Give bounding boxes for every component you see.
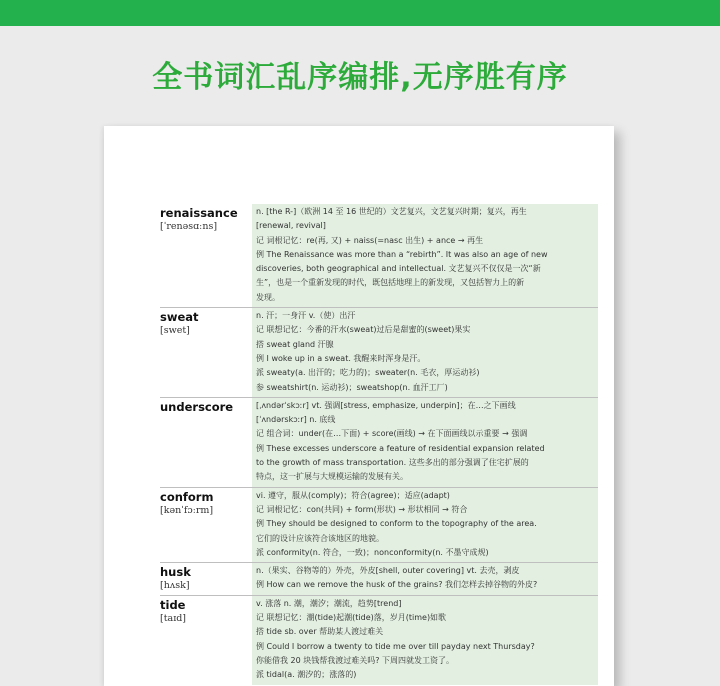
pronunciation: [swet]	[160, 325, 190, 337]
pronunciation: [ˈrenəsɑːns]	[160, 221, 218, 232]
pronunciation: [taɪd]	[160, 612, 187, 624]
entry-list	[160, 204, 598, 685]
definition-line: 发现。	[256, 292, 280, 302]
definition-line: 生”，也是一个重新发现的时代，既包括地理上的新发现，又包括智力上的新	[256, 278, 525, 288]
entry-underscore	[160, 397, 598, 487]
definition-line: n. 汗；一身汗 v.（使）出汗	[256, 311, 356, 321]
definition-line: vi. 遵守，服从(comply)；符合(agree)；适应(adapt)	[256, 490, 450, 500]
definition-block	[252, 398, 598, 487]
headword-column	[160, 488, 252, 562]
definition-line: 记 组合词：under(在…下面) + score(画线) → 在下面画线以示重要 → 强调	[256, 429, 528, 439]
definition-line: 记 词根记忆：con(共同) + form(形状) → 形状相同 → 符合	[256, 504, 468, 514]
headword-column	[160, 204, 252, 307]
definition-line: 派 conformity(n. 符合，一致)；nonconformity(n. 不墨守成规)	[256, 547, 489, 557]
definition-line: 它们的设计应该符合该地区的地貌。	[256, 533, 384, 543]
definition-line: 参 sweatshirt(n. 运动衫)；sweatshop(n. 血汗工厂)	[256, 382, 448, 392]
pronunciation: [hʌsk]	[160, 580, 190, 592]
headword-column	[160, 398, 252, 487]
headword-column	[160, 596, 252, 685]
headword: conform	[160, 489, 214, 504]
headword: husk	[160, 565, 191, 580]
definition-line: 派 tidal(a. 潮汐的；涨落的)	[256, 670, 357, 680]
definition-line: 例 Could I borrow a twenty to tide me over till payday next Thursday?	[256, 641, 535, 651]
definition-line: 例 They should be designed to conform to the topography of the area.	[256, 519, 537, 529]
definition-block	[252, 596, 598, 685]
entry-conform	[160, 487, 598, 562]
definition-line: [renewal, revival]	[256, 221, 326, 231]
headword: renaissance	[160, 206, 238, 220]
definition-line: 特点，这一扩展与大规模运输的发展有关。	[256, 472, 408, 482]
definition-line: 例 The Renaissance was more than a “rebirth”. It was also an age of new	[256, 249, 548, 259]
entry-renaissance	[160, 204, 598, 307]
definition-line: 派 sweaty(a. 出汗的；吃力的)；sweater(n. 毛衣，厚运动衫)	[256, 368, 480, 378]
entry-sweat	[160, 307, 598, 397]
definition-line: 例 I woke up in a sweat. 我醒来时浑身是汗。	[256, 353, 426, 363]
headword-column	[160, 308, 252, 397]
headword: sweat	[160, 310, 199, 325]
definition-line: 搭 tide sb. over 帮助某人渡过难关	[256, 627, 384, 637]
definition-line: 例 These excesses underscore a feature of residential expansion related	[256, 443, 545, 453]
definition-block	[252, 563, 598, 595]
definition-line: discoveries, both geographical and intellectual. 文艺复兴不仅仅是一次“新	[256, 264, 541, 274]
entry-tide	[160, 595, 598, 685]
headword-column	[160, 563, 252, 595]
definition-line: 记 词根记忆：re(再, 又) + naiss(=nasc 出生) + ance → 再生	[256, 235, 484, 245]
dictionary-page	[104, 126, 614, 686]
definition-block	[252, 204, 598, 307]
promo-headline: 全书词汇乱序编排,无序胜有序	[152, 60, 568, 95]
definition-line: 记 联想记忆：潮(tide)起潮(tide)落，岁月(time)如歌	[256, 613, 447, 623]
definition-line: [ˌʌndərˈskɔːr] vt. 强调[stress, emphasize, underpin]；在…之下画线	[256, 400, 516, 410]
definition-line: [ˈʌndərskɔːr] n. 底线	[256, 415, 336, 425]
top-green-bar	[0, 0, 720, 26]
definition-line: v. 涨落 n. 潮，潮汐；潮流，趋势[trend]	[256, 598, 402, 608]
pronunciation: [kənˈfɔːrm]	[160, 504, 214, 516]
definition-line: n.（果实、谷物等的）外壳，外皮[shell, outer covering] vt. 去壳，剥皮	[256, 566, 520, 576]
headword: tide	[160, 597, 186, 612]
definition-line: 记 联想记忆：今番的汗水(sweat)过后是甜蜜的(sweet)果实	[256, 325, 471, 335]
headword: underscore	[160, 399, 234, 414]
definition-line: 例 How can we remove the husk of the grains? 我们怎样去掉谷物的外皮?	[256, 580, 538, 590]
definition-line: n. [the R-]（欧洲 14 至 16 世纪的）文艺复兴，文艺复兴时期；复兴，再生	[256, 207, 527, 216]
definition-line: 搭 sweat gland 汗腺	[256, 339, 334, 349]
definition-line: to the growth of mass transportation. 这些多出的部分强调了住宅扩展的	[256, 458, 529, 468]
definition-line: 你能借我 20 块钱帮我渡过难关吗? 下周四就发工资了。	[256, 655, 455, 665]
definition-block	[252, 488, 598, 562]
entry-husk	[160, 562, 598, 595]
definition-block	[252, 308, 598, 397]
